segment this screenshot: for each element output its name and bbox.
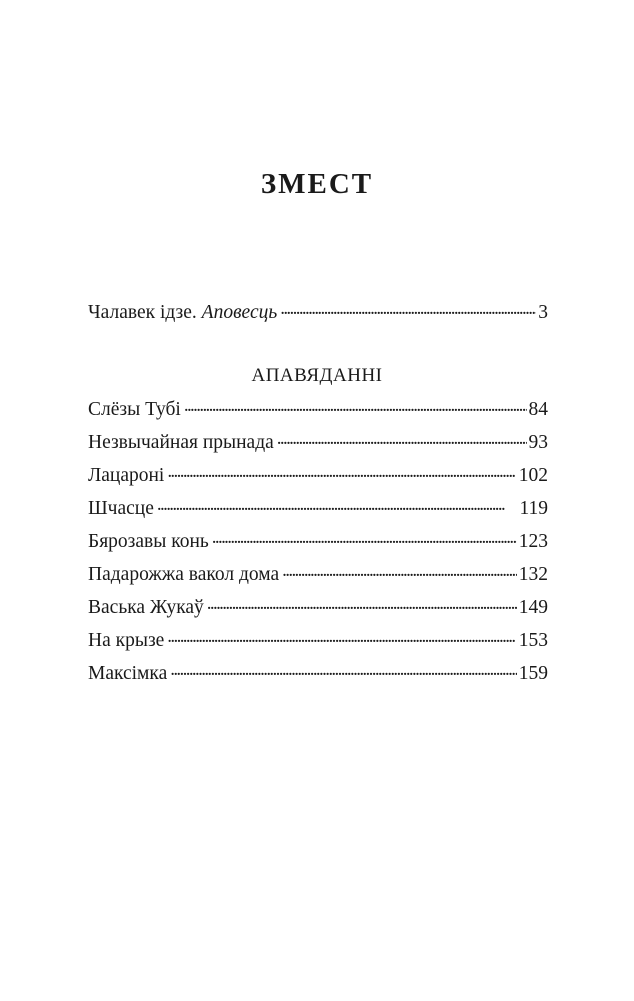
dot-leader: [282, 560, 517, 580]
toc-entry-label: Падарожжа вакол дома: [88, 563, 280, 585]
toc-page-number: 149: [518, 596, 548, 618]
toc-row: [88, 494, 548, 527]
toc-page-number: 102: [518, 464, 548, 486]
dot-leader: [280, 298, 536, 318]
toc-entry-label: На крызе: [88, 629, 165, 651]
dot-leader: [277, 428, 527, 448]
toc-row: [88, 626, 548, 659]
toc-entry-label: Лацароні: [88, 464, 165, 486]
toc-list: [88, 395, 548, 692]
toc-row: [88, 659, 548, 692]
toc-first-entry: [88, 298, 548, 331]
toc-page-number: 153: [518, 629, 548, 651]
toc-row: [88, 298, 548, 331]
toc-page-number: 93: [528, 431, 548, 453]
toc-entry-label: Максімка: [88, 662, 168, 684]
toc-entry-label: [88, 302, 277, 324]
toc-entry-label: Шчасце: [88, 497, 154, 519]
toc-row: [88, 461, 548, 494]
toc-entry-subtitle: Аповесць: [201, 301, 278, 323]
toc-row: [88, 428, 548, 461]
toc-page-number: 3: [538, 301, 548, 323]
toc-row: [88, 560, 548, 593]
dot-leader: [207, 593, 517, 613]
toc-entry-label: Слёзы Тубі: [88, 398, 181, 420]
dot-leader: [212, 527, 517, 547]
toc-row: [88, 593, 548, 626]
toc-entry-label: Васька Жукаў: [88, 596, 204, 618]
toc-page-number: 84: [528, 398, 548, 420]
toc-entry-title: Чалавек ідзе.: [88, 301, 197, 323]
section-heading: АПАВЯДАННІ: [251, 365, 383, 386]
toc-entry-label: Незвычайная прынада: [88, 431, 274, 453]
toc-page-number: 123: [518, 530, 548, 552]
toc-page-number: 132: [518, 563, 548, 585]
page-title: ЗМЕСТ: [260, 168, 374, 200]
dot-leader: [170, 659, 517, 679]
dot-leader: [167, 461, 516, 481]
toc-page-number: 119: [519, 497, 548, 519]
toc-page-number: 159: [518, 662, 548, 684]
toc-row: [88, 527, 548, 560]
dot-leader: [184, 395, 527, 415]
dot-leader: [157, 494, 518, 514]
toc-entry-label: Бярозавы конь: [88, 530, 209, 552]
dot-leader: [167, 626, 516, 646]
toc-row: [88, 395, 548, 428]
